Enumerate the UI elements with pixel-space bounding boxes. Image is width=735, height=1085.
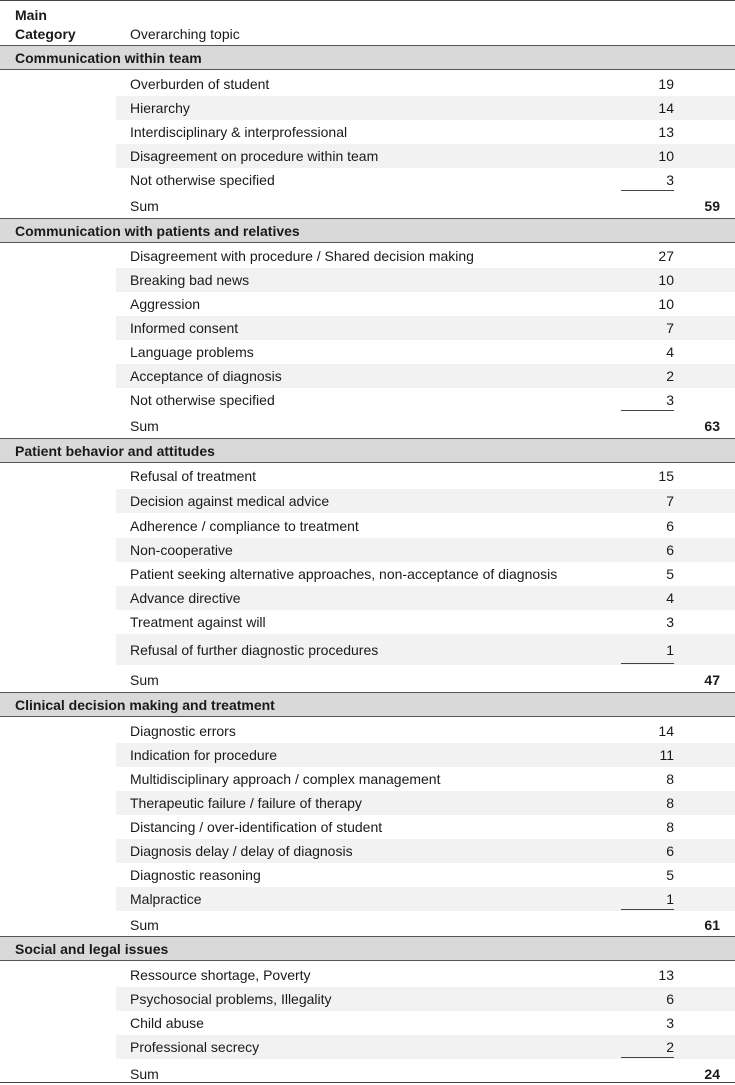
topic-label: Interdisciplinary & interprofessional — [130, 124, 348, 140]
topic-count: 2 — [666, 368, 674, 384]
table-row — [116, 514, 735, 538]
topic-label: Diagnosis delay / delay of diagnosis — [130, 843, 353, 859]
topic-label: Breaking bad news — [130, 272, 250, 288]
sum-row — [116, 413, 735, 437]
topic-count: 4 — [666, 590, 674, 606]
table-row — [116, 340, 735, 364]
category-header — [0, 438, 735, 463]
topic-count: 1 — [621, 891, 674, 910]
sum-label: Sum — [130, 1066, 159, 1082]
category-title: Social and legal issues — [15, 941, 169, 957]
table-row — [116, 791, 735, 815]
category-title: Clinical decision making and treatment — [15, 697, 275, 713]
sum-total: 63 — [704, 418, 720, 434]
sum-total: 61 — [704, 917, 720, 933]
sum-total: 47 — [704, 672, 720, 688]
topic-label: Psychosocial problems, Illegality — [130, 991, 332, 1007]
topic-count: 15 — [658, 468, 674, 484]
topic-count: 3 — [621, 392, 674, 411]
table-row — [116, 839, 735, 863]
table-header — [0, 0, 735, 45]
main-category-header-line1: Main — [15, 7, 47, 23]
sum-label: Sum — [130, 198, 159, 214]
topic-count: 3 — [666, 1015, 674, 1031]
topic-count: 14 — [658, 723, 674, 739]
topic-label: Hierarchy — [130, 100, 190, 116]
topic-count: 8 — [666, 771, 674, 787]
topic-label: Patient seeking alternative approaches, non-acceptance of diagnosis — [130, 566, 558, 582]
table-row — [116, 364, 735, 388]
category-title: Communication within team — [15, 50, 202, 66]
topic-count: 7 — [666, 320, 674, 336]
table-row — [116, 268, 735, 292]
topic-label: Aggression — [130, 296, 201, 312]
topic-count: 5 — [666, 867, 674, 883]
topic-label: Acceptance of diagnosis — [130, 368, 282, 384]
table-row — [116, 887, 735, 911]
topic-label: Refusal of further diagnostic procedures — [130, 642, 379, 658]
topic-label: Not otherwise specified — [130, 172, 275, 188]
topic-label: Therapeutic failure / failure of therapy — [130, 795, 362, 811]
table-row — [116, 120, 735, 144]
table-row — [116, 489, 735, 513]
table-row — [116, 144, 735, 168]
table-row — [116, 538, 735, 562]
topic-label: Diagnostic errors — [130, 723, 236, 739]
table-row — [116, 743, 735, 767]
topic-count: 6 — [666, 991, 674, 1007]
topic-count: 3 — [621, 172, 674, 191]
table-row — [116, 96, 735, 120]
category-header — [0, 218, 735, 243]
topic-count: 4 — [666, 344, 674, 360]
table-row — [116, 987, 735, 1011]
topic-count: 19 — [658, 76, 674, 92]
topic-label: Indication for procedure — [130, 747, 278, 763]
topic-label: Child abuse — [130, 1015, 204, 1031]
topic-count: 10 — [658, 296, 674, 312]
main-category-header-line2: Category — [15, 26, 76, 42]
topic-label: Multidisciplinary approach / complex management — [130, 771, 441, 787]
topic-label: Advance directive — [130, 590, 241, 606]
topic-count: 10 — [658, 272, 674, 288]
topic-label: Disagreement on procedure within team — [130, 148, 379, 164]
table-row — [116, 586, 735, 610]
table-bottom-rule — [0, 1082, 735, 1083]
category-header — [0, 692, 735, 717]
sum-row — [116, 912, 735, 936]
table-row — [116, 610, 735, 634]
topic-count: 8 — [666, 819, 674, 835]
topic-count: 6 — [666, 518, 674, 534]
topic-count: 14 — [658, 100, 674, 116]
table-row — [116, 1035, 735, 1059]
table-row — [116, 1011, 735, 1035]
topic-label: Diagnostic reasoning — [130, 867, 261, 883]
topic-count: 10 — [658, 148, 674, 164]
table-row — [116, 863, 735, 887]
topic-label: Treatment against will — [130, 614, 266, 630]
table-row — [116, 464, 735, 488]
main-category-header — [15, 6, 76, 44]
topic-count: 6 — [666, 542, 674, 558]
topic-count: 8 — [666, 795, 674, 811]
sum-label: Sum — [130, 418, 159, 434]
topic-label: Distancing / over-identification of student — [130, 819, 383, 835]
topic-count: 1 — [621, 642, 674, 664]
category-header — [0, 936, 735, 961]
topic-label: Malpractice — [130, 891, 202, 907]
table-row — [116, 388, 735, 412]
sum-total: 59 — [704, 198, 720, 214]
table-row — [116, 562, 735, 586]
topic-count: 3 — [666, 614, 674, 630]
sum-total: 24 — [704, 1066, 720, 1082]
topic-label: Non-cooperative — [130, 542, 233, 558]
table-row — [116, 168, 735, 192]
topic-count: 27 — [658, 248, 674, 264]
topic-count: 6 — [666, 843, 674, 859]
overarching-topic-header: Overarching topic — [130, 26, 240, 42]
topic-label: Not otherwise specified — [130, 392, 275, 408]
topic-label: Refusal of treatment — [130, 468, 257, 484]
category-title: Patient behavior and attitudes — [15, 443, 215, 459]
sum-label: Sum — [130, 917, 159, 933]
topic-count: 11 — [659, 747, 674, 763]
table-row — [116, 719, 735, 743]
table-row — [116, 72, 735, 96]
topic-count: 13 — [658, 967, 674, 983]
topic-label: Ressource shortage, Poverty — [130, 967, 311, 983]
topic-label: Professional secrecy — [130, 1039, 260, 1055]
category-title: Communication with patients and relatives — [15, 223, 300, 239]
topic-count: 13 — [658, 124, 674, 140]
table-row — [116, 963, 735, 987]
topic-count: 2 — [621, 1039, 674, 1058]
topic-label: Language problems — [130, 344, 254, 360]
topic-count: 5 — [666, 566, 674, 582]
topic-label: Overburden of student — [130, 76, 270, 92]
topic-label: Disagreement with procedure / Shared decision making — [130, 248, 474, 264]
table-row — [116, 815, 735, 839]
topic-count: 7 — [666, 493, 674, 509]
table-row — [116, 244, 735, 268]
topic-label: Informed consent — [130, 320, 239, 336]
sum-row — [116, 667, 735, 691]
sum-label: Sum — [130, 672, 159, 688]
topic-label: Adherence / compliance to treatment — [130, 518, 359, 534]
topic-label: Decision against medical advice — [130, 493, 330, 509]
table-row — [116, 316, 735, 340]
sum-row — [116, 193, 735, 217]
category-header — [0, 45, 735, 70]
table-row — [116, 292, 735, 316]
table-row — [116, 767, 735, 791]
table-row — [116, 634, 735, 665]
